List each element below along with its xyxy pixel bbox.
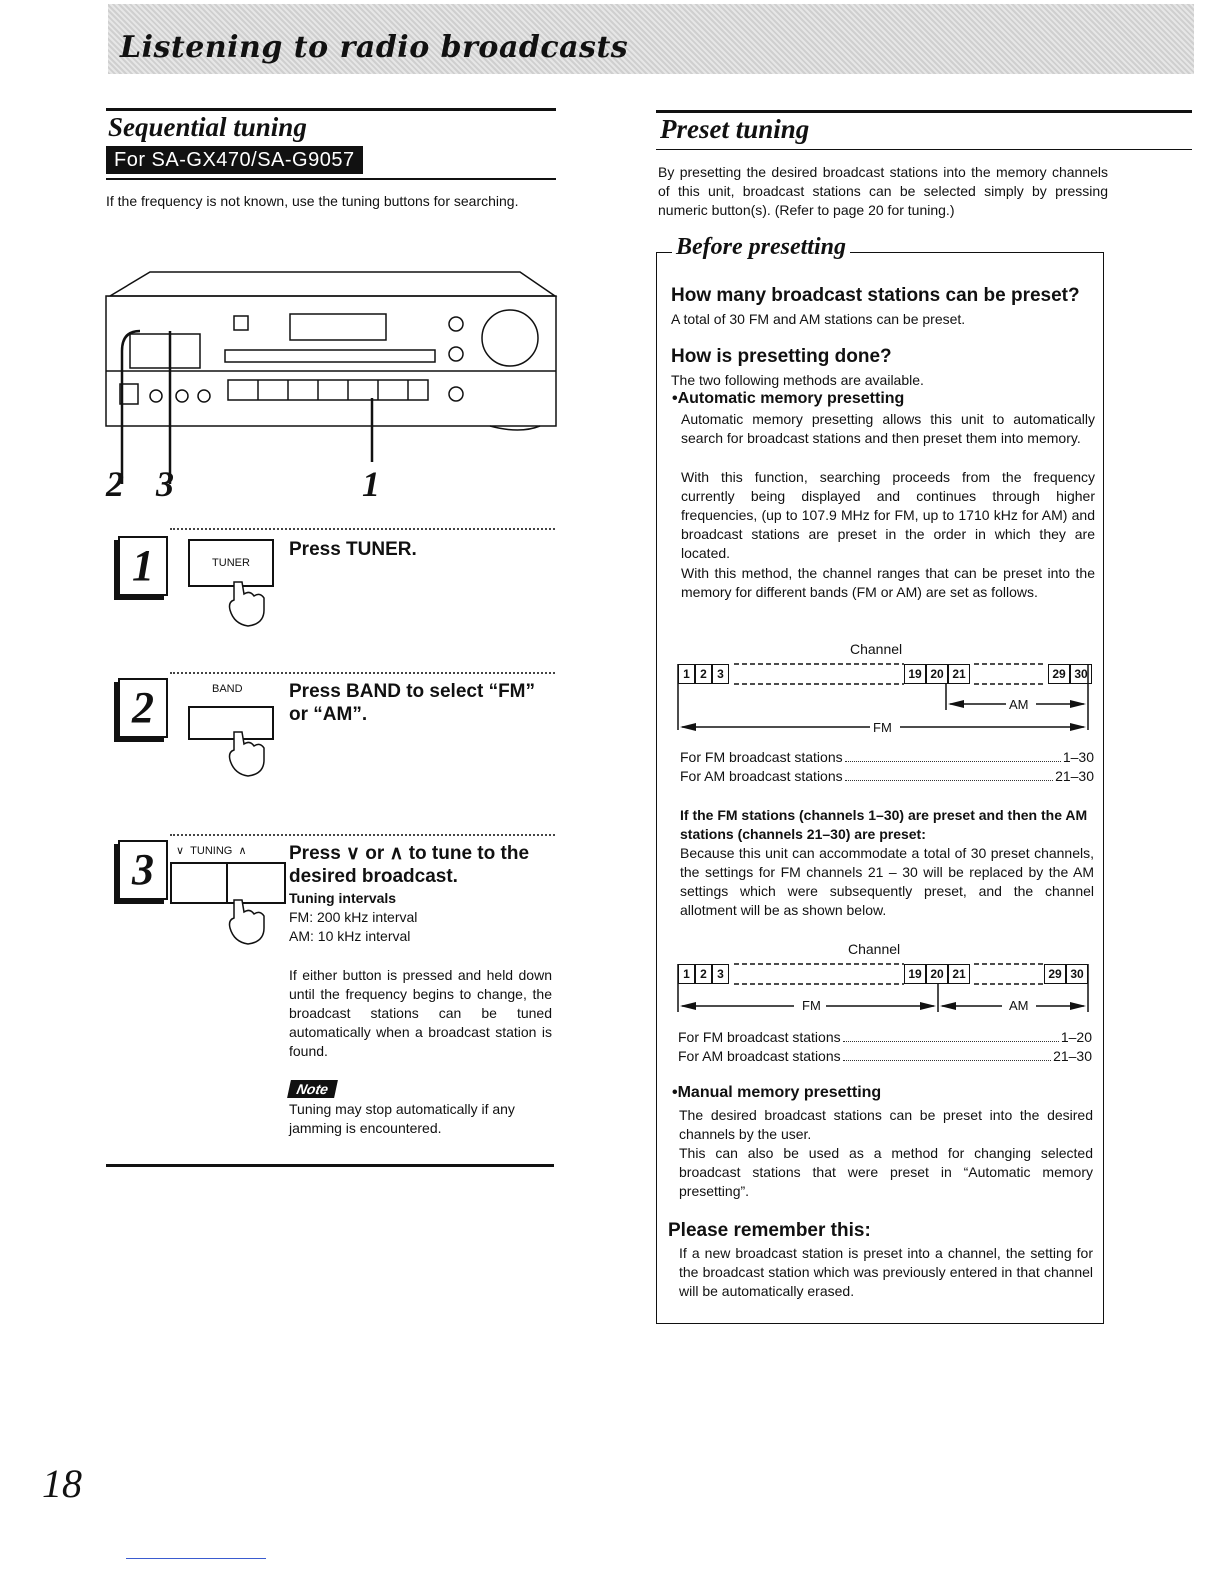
manual-presetting-p2: This can also be used as a method for changing selected broadcast stations that were preset in “Automatic memory presetting”. — [679, 1145, 1093, 1199]
tuning-down-button[interactable] — [170, 862, 228, 904]
footer-rule — [126, 1558, 266, 1559]
note-badge: Note — [287, 1080, 338, 1098]
step-2-heading: Press BAND to select “FM” or “AM”. — [289, 681, 536, 725]
section-rule — [656, 110, 1192, 113]
channel-label: Channel — [850, 641, 903, 657]
channel-row-2-end — [1044, 964, 1088, 984]
step-divider — [170, 672, 555, 674]
band-button-label: BAND — [212, 683, 243, 695]
sequential-title: Sequential tuning — [108, 112, 307, 142]
down-chevron-icon: ∨ — [176, 845, 191, 857]
hand-press-icon — [224, 580, 270, 630]
fm-interval: FM: 200 kHz interval — [289, 909, 418, 925]
display-window — [290, 314, 386, 340]
section-end-rule — [106, 1164, 554, 1167]
range-label: For FM broadcast stations — [678, 1029, 841, 1045]
callout-2: 2 — [106, 464, 124, 504]
channel-row-1-end — [1048, 664, 1092, 684]
auto-presetting-p1: Automatic memory presetting allows this unit to automatically search for broadcast stations and then preset them into memory. — [681, 411, 1095, 446]
step-3-detail: If either button is pressed and held down until the frequency begins to change, the broadcast stations can be tuned automatically when a broadcast station is found. — [289, 967, 552, 1059]
callout-3: 3 — [156, 464, 174, 504]
tuner-button-label: TUNER — [212, 557, 250, 569]
range-row — [680, 767, 1094, 786]
range-row — [680, 748, 1094, 767]
channel-box: 3 — [712, 964, 729, 984]
channel-box: 20 — [926, 664, 948, 684]
receiver-top — [110, 272, 555, 296]
range-value: 21–30 — [1055, 768, 1094, 784]
hand-press-icon — [224, 730, 270, 780]
callout-1: 1 — [362, 464, 380, 504]
channel-row-2-mid — [904, 964, 970, 984]
if-fm-am-heading: If the FM stations (channels 1–30) are preset and then the AM stations (channels 21–30) are preset: — [680, 807, 1088, 842]
step-2-number: 2 — [118, 678, 168, 738]
channel-box: 19 — [904, 664, 926, 684]
fm-range-label: FM — [802, 998, 821, 1013]
volume-knob — [482, 310, 538, 366]
tuning-button-label — [176, 844, 247, 857]
section-rule — [106, 178, 556, 180]
channel-box: 1 — [678, 964, 695, 984]
tuning-scale — [225, 350, 435, 362]
receiver-front — [106, 296, 556, 426]
channel-box: 21 — [948, 664, 970, 684]
range-label: For FM broadcast stations — [680, 749, 843, 765]
model-badge: For SA-GX470/SA-G9057 — [106, 146, 363, 174]
note-badge-wrap — [289, 1080, 336, 1099]
hand-press-icon — [224, 898, 270, 948]
step-3-number: 3 — [118, 840, 168, 900]
step-divider — [170, 834, 555, 836]
channel-box: 21 — [948, 964, 970, 984]
channel-row-1-mid — [904, 664, 970, 684]
step-1-heading: Press TUNER. — [289, 539, 417, 560]
remember-title: Please remember this: — [668, 1220, 871, 1241]
fm-range-label: FM — [873, 720, 892, 735]
channel-box: 2 — [695, 964, 712, 984]
range-value: 1–30 — [1062, 749, 1094, 765]
auto-presetting-p2: With this function, searching proceeds from the frequency currently being displayed and continues through higher frequencies, (up to 107.9 MHz for FM, up to 1710 kHz for AM) and broadcast stations are preset in the order in which they are located. — [681, 469, 1095, 561]
channel-box: 3 — [712, 664, 729, 684]
channel-box: 30 — [1066, 964, 1088, 984]
section-rule — [106, 108, 556, 111]
page-number: 18 — [42, 1461, 82, 1506]
range-row — [678, 1047, 1092, 1066]
step-1-number: 1 — [118, 536, 168, 596]
channel-box: 30 — [1070, 664, 1092, 684]
am-range-label: AM — [1009, 998, 1029, 1013]
range-label: For AM broadcast stations — [678, 1048, 841, 1064]
question-how-done: How is presetting done? — [671, 346, 892, 367]
am-range-label: AM — [1009, 697, 1029, 712]
am-interval: AM: 10 kHz interval — [289, 928, 411, 944]
range-value: 1–20 — [1060, 1029, 1092, 1045]
channel-box: 29 — [1044, 964, 1066, 984]
preset-title: Preset tuning — [660, 114, 810, 144]
note-text: Tuning may stop automatically if any jamming is encountered. — [289, 1101, 515, 1136]
page-title: Listening to radio broadcasts — [120, 30, 629, 65]
channel-box: 2 — [695, 664, 712, 684]
answer-how-many: A total of 30 FM and AM stations can be preset. — [671, 311, 966, 327]
auto-presetting-title: •Automatic memory presetting — [672, 390, 905, 407]
step-3-heading: Press ∨ or ∧ to tune to the desired broadcast. — [289, 843, 530, 887]
callout-line-2 — [122, 331, 140, 484]
power-icon — [234, 316, 248, 330]
preset-intro: By presetting the desired broadcast stations into the memory channels of this unit, broadcast stations can be selected simply by pressing numeric button(s). (Refer to page 20 for tuning.) — [658, 164, 1108, 218]
section-rule — [656, 149, 1192, 150]
answer-how-done: The two following methods are available. — [671, 372, 924, 388]
channel-row-2 — [678, 964, 729, 984]
manual-presetting-p1: The desired broadcast stations can be preset into the desired channels by the user. — [679, 1107, 1093, 1142]
channel-row-1 — [678, 664, 729, 684]
auto-presetting-p3: With this method, the channel ranges that can be preset into the memory for different bands (FM or AM) are set as follows. — [681, 565, 1095, 600]
channel-box: 29 — [1048, 664, 1070, 684]
if-fm-am-body: Because this unit can accommodate a total of 30 preset channels, the settings for FM channels 21 – 30 will be replaced by the AM settings which were subsequently preset, and the channel allotment will be as shown below. — [680, 845, 1094, 918]
range-label: For AM broadcast stations — [680, 768, 843, 784]
remember-body: If a new broadcast station is preset into a channel, the setting for the broadcast station which was previously entered in that channel will be automatically erased. — [679, 1245, 1093, 1299]
sequential-intro: If the frequency is not known, use the tuning buttons for searching. — [106, 193, 519, 209]
channel-diagram-2 — [674, 960, 1098, 1020]
tuning-intervals-title: Tuning intervals — [289, 890, 397, 906]
step-divider — [170, 528, 555, 530]
range-row — [678, 1028, 1092, 1047]
channel-box: 19 — [904, 964, 926, 984]
up-chevron-icon: ∧ — [232, 845, 247, 857]
manual-presetting-title: •Manual memory presetting — [672, 1084, 882, 1101]
before-presetting-title: Before presetting — [672, 234, 850, 261]
tuning-label-text: TUNING — [190, 845, 233, 857]
channel-box: 1 — [678, 664, 695, 684]
range-value: 21–30 — [1053, 1048, 1092, 1064]
question-how-many: How many broadcast stations can be preset? — [671, 285, 1080, 306]
receiver-illustration — [100, 266, 562, 506]
channel-label: Channel — [848, 941, 901, 957]
channel-box: 20 — [926, 964, 948, 984]
